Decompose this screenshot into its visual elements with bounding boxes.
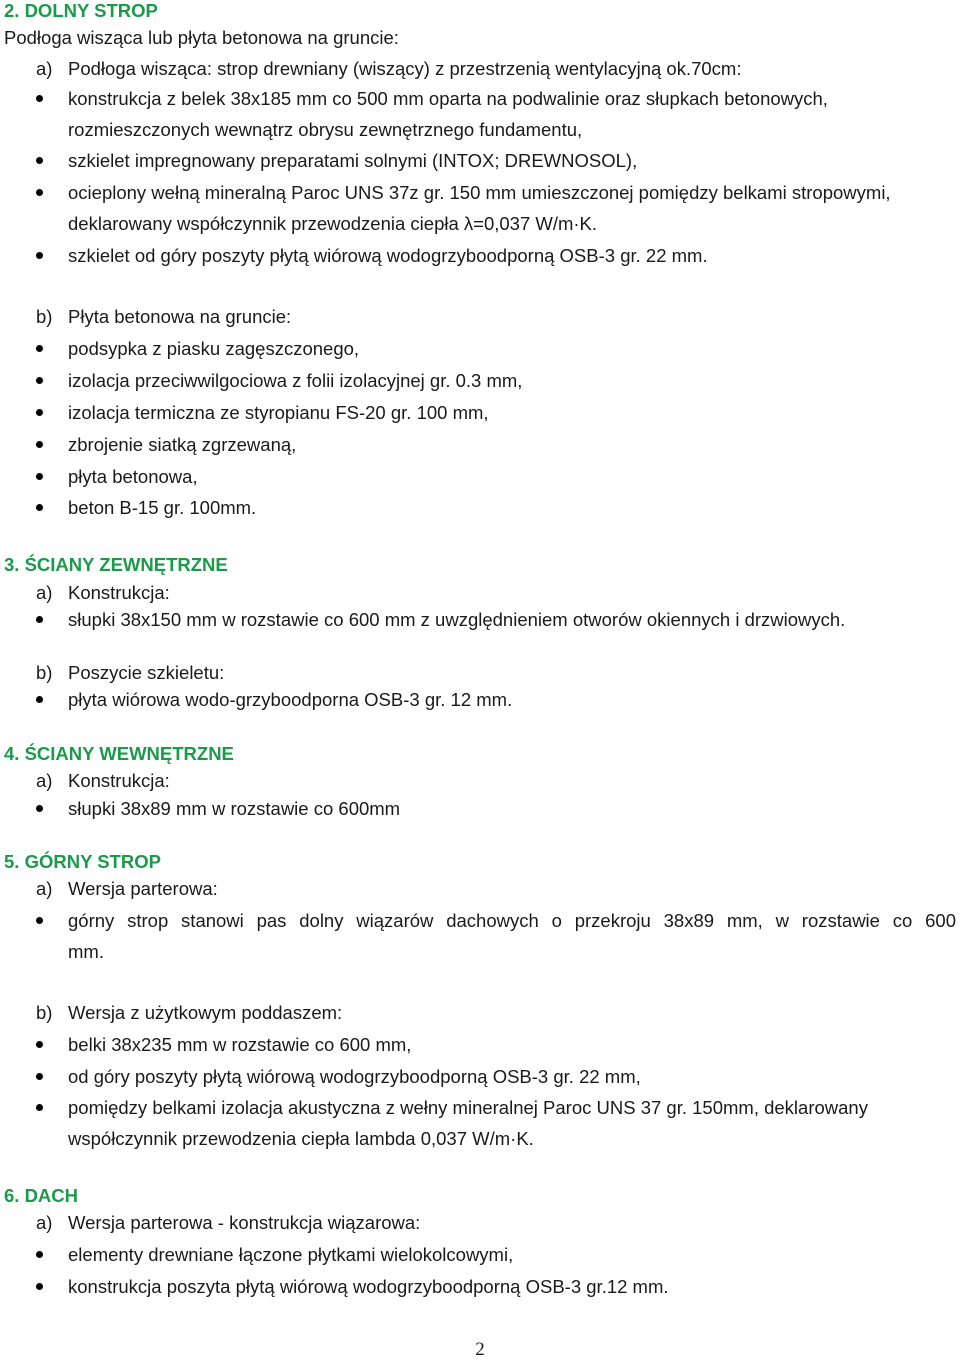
subsection-label: a) — [36, 58, 53, 79]
list-item: słupki 38x89 mm w rozstawie co 600mm — [68, 798, 401, 819]
subsection-label: b) — [36, 1002, 53, 1023]
bullet-dot-icon — [36, 95, 43, 102]
list-item: elementy drewniane łączone płytkami wielokolcowymi, — [68, 1244, 514, 1265]
list-item: szkielet impregnowany preparatami solnymi (INTOX; DREWNOSOL), — [68, 150, 638, 171]
bullet-dot-icon — [36, 1041, 43, 1048]
subsection-label: b) — [36, 306, 53, 327]
list-item: podsypka z piasku zagęszczonego, — [68, 338, 360, 359]
list-item: od góry poszyty płytą wiórową wodogrzyboodporną OSB-3 gr. 22 mm, — [68, 1066, 641, 1087]
bullet-dot-icon — [36, 377, 43, 384]
bullet-dot-icon — [36, 345, 43, 352]
list-item: izolacja termiczna ze styropianu FS-20 gr. 100 mm, — [68, 402, 489, 423]
section-heading: 5. GÓRNY STROP — [4, 851, 161, 872]
list-item-continuation: deklarowany współczynnik przewodzenia ciepła λ=0,037 W/m·K. — [68, 213, 598, 234]
subsection-label: a) — [36, 770, 53, 791]
subsection-title: Wersja parterowa - konstrukcja wiązarowa: — [68, 1212, 421, 1233]
bullet-dot-icon — [36, 189, 43, 196]
subsection-title: Konstrukcja: — [68, 582, 170, 603]
list-item: płyta betonowa, — [68, 466, 198, 487]
list-item-continuation: rozmieszczonych wewnątrz obrysu zewnętrznego fundamentu, — [68, 119, 583, 140]
bullet-dot-icon — [36, 1073, 43, 1080]
subsection-a — [36, 770, 170, 792]
bullet-dot-icon — [36, 252, 43, 259]
list-item: konstrukcja z belek 38x185 mm co 500 mm oparta na podwalinie oraz słupkach betonowych, — [68, 88, 828, 109]
bullet-dot-icon — [36, 504, 43, 511]
subsection-label: a) — [36, 878, 53, 899]
list-item: płyta wiórowa wodo-grzyboodporna OSB-3 gr. 12 mm. — [68, 689, 513, 710]
bullet-dot-icon — [36, 473, 43, 480]
subsection-b — [36, 306, 291, 328]
bullet-dot-icon — [36, 157, 43, 164]
subsection-b — [36, 1002, 342, 1024]
subsection-label: a) — [36, 1212, 53, 1233]
section-heading: 2. DOLNY STROP — [4, 0, 158, 21]
subsection-title: Konstrukcja: — [68, 770, 170, 791]
subsection-a — [36, 582, 170, 604]
list-item: ocieplony wełną mineralną Paroc UNS 37z gr. 150 mm umieszczonej pomiędzy belkami stropowymi, — [68, 182, 891, 203]
list-item: szkielet od góry poszyty płytą wiórową wodogrzyboodporną OSB-3 gr. 22 mm. — [68, 245, 708, 266]
bullet-dot-icon — [36, 696, 43, 703]
list-item-continuation: współczynnik przewodzenia ciepła lambda 0,037 W/m·K. — [68, 1128, 534, 1149]
bullet-dot-icon — [36, 1251, 43, 1258]
subsection-label: b) — [36, 662, 53, 683]
list-item: beton B-15 gr. 100mm. — [68, 497, 257, 518]
subsection-a — [36, 58, 741, 80]
bullet-dot-icon — [36, 409, 43, 416]
list-item: zbrojenie siatką zgrzewaną, — [68, 434, 297, 455]
subsection-title: Wersja z użytkowym poddaszem: — [68, 1002, 343, 1023]
bullet-dot-icon — [36, 1104, 43, 1111]
subsection-a — [36, 1212, 420, 1234]
section-heading: 3. ŚCIANY ZEWNĘTRZNE — [4, 554, 228, 575]
section-heading: 6. DACH — [4, 1185, 79, 1206]
bullet-dot-icon — [36, 805, 43, 812]
list-item: pomiędzy belkami izolacja akustyczna z wełny mineralnej Paroc UNS 37 gr. 150mm, deklarowany — [68, 1097, 868, 1118]
list-item: górny strop stanowi pas dolny wiązarów dachowych o przekroju 38x89 mm, w rozstawie co 600 — [68, 910, 956, 931]
bullet-dot-icon — [36, 616, 43, 623]
subsection-a — [36, 878, 218, 900]
section-intro: Podłoga wisząca lub płyta betonowa na gruncie: — [4, 27, 399, 48]
list-item: izolacja przeciwwilgociowa z folii izolacyjnej gr. 0.3 mm, — [68, 370, 523, 391]
bullet-dot-icon — [36, 917, 43, 924]
subsection-label: a) — [36, 582, 53, 603]
page-number: 2 — [475, 1339, 485, 1360]
subsection-title: Poszycie szkieletu: — [68, 662, 225, 683]
list-item: konstrukcja poszyta płytą wiórową wodogrzyboodporną OSB-3 gr.12 mm. — [68, 1276, 669, 1297]
bullet-dot-icon — [36, 441, 43, 448]
subsection-title: Płyta betonowa na gruncie: — [68, 306, 292, 327]
list-item: słupki 38x150 mm w rozstawie co 600 mm z uwzględnieniem otworów okiennych i drzwiowych. — [68, 609, 846, 630]
subsection-title: Podłoga wisząca: strop drewniany (wiszący) z przestrzenią wentylacyjną ok.70cm: — [68, 58, 742, 79]
list-item: belki 38x235 mm w rozstawie co 600 mm, — [68, 1034, 412, 1055]
subsection-b — [36, 662, 224, 684]
bullet-dot-icon — [36, 1283, 43, 1290]
list-item-continuation: mm. — [68, 941, 104, 962]
section-heading: 4. ŚCIANY WEWNĘTRZNE — [4, 743, 234, 764]
subsection-title: Wersja parterowa: — [68, 878, 218, 899]
